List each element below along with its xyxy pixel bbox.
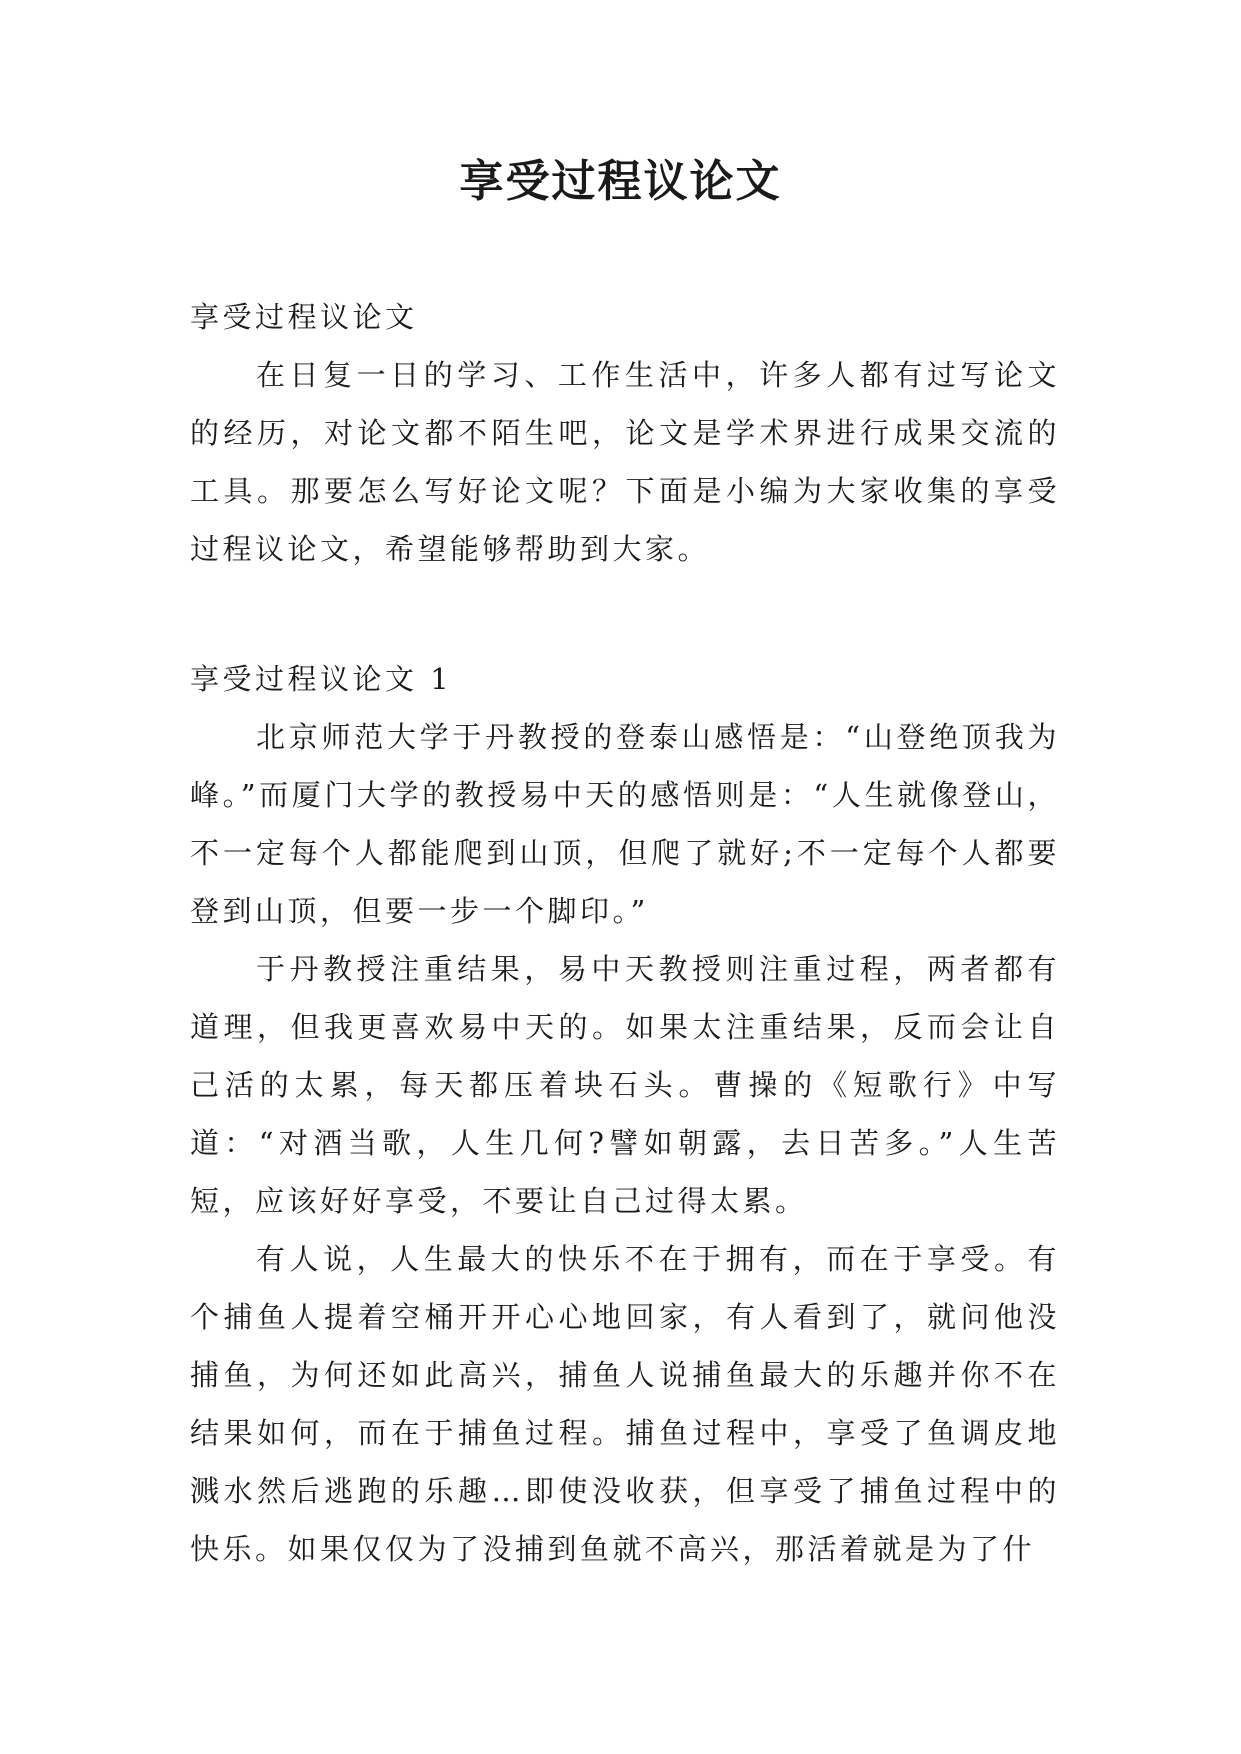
- document-body: [190, 288, 1060, 1578]
- body-paragraph-1: 北京师范大学于丹教授的登泰山感悟是：“山登绝顶我为峰。”而厦门大学的教授易中天的感悟则是：“人生就像登山，不一定每个人都能爬到山顶，但爬了就好;不一定每个人都要登到山顶，但要一步一个脚印。”: [190, 720, 1060, 928]
- body-paragraph-2: 于丹教授注重结果，易中天教授则注重过程，两者都有道理，但我更喜欢易中天的。如果太注重结果，反而会让自己活的太累，每天都压着块石头。曹操的《短歌行》中写道：“对酒当歌，人生几何?譬如朝露，去日苦多。”人生苦短，应该好好享受，不要让自己过得太累。: [190, 952, 1060, 1218]
- document-title: 享受过程议论文: [459, 156, 782, 207]
- intro-heading: 享受过程议论文: [190, 300, 418, 334]
- section-heading: 享受过程议论文 1: [190, 662, 453, 696]
- section-spacer: [190, 578, 1060, 636]
- intro-paragraph: 在日复一日的学习、工作生活中，许多人都有过写论文的经历，对论文都不陌生吧，论文是学术界进行成果交流的工具。那要怎么写好论文呢？下面是小编为大家收集的享受过程议论文，希望能够帮助到大家。: [190, 358, 1060, 566]
- body-paragraph-3: 有人说，人生最大的快乐不在于拥有，而在于享受。有个捕鱼人提着空桶开开心心地回家，有人看到了，就问他没捕鱼，为何还如此高兴，捕鱼人说捕鱼最大的乐趣并你不在结果如何，而在于捕鱼过程。捕鱼过程中，享受了鱼调皮地溅水然后逃跑的乐趣…即使没收获，但享受了捕鱼过程中的快乐。如果仅仅为了没捕到鱼就不高兴，那活着就是为了什: [190, 1242, 1060, 1566]
